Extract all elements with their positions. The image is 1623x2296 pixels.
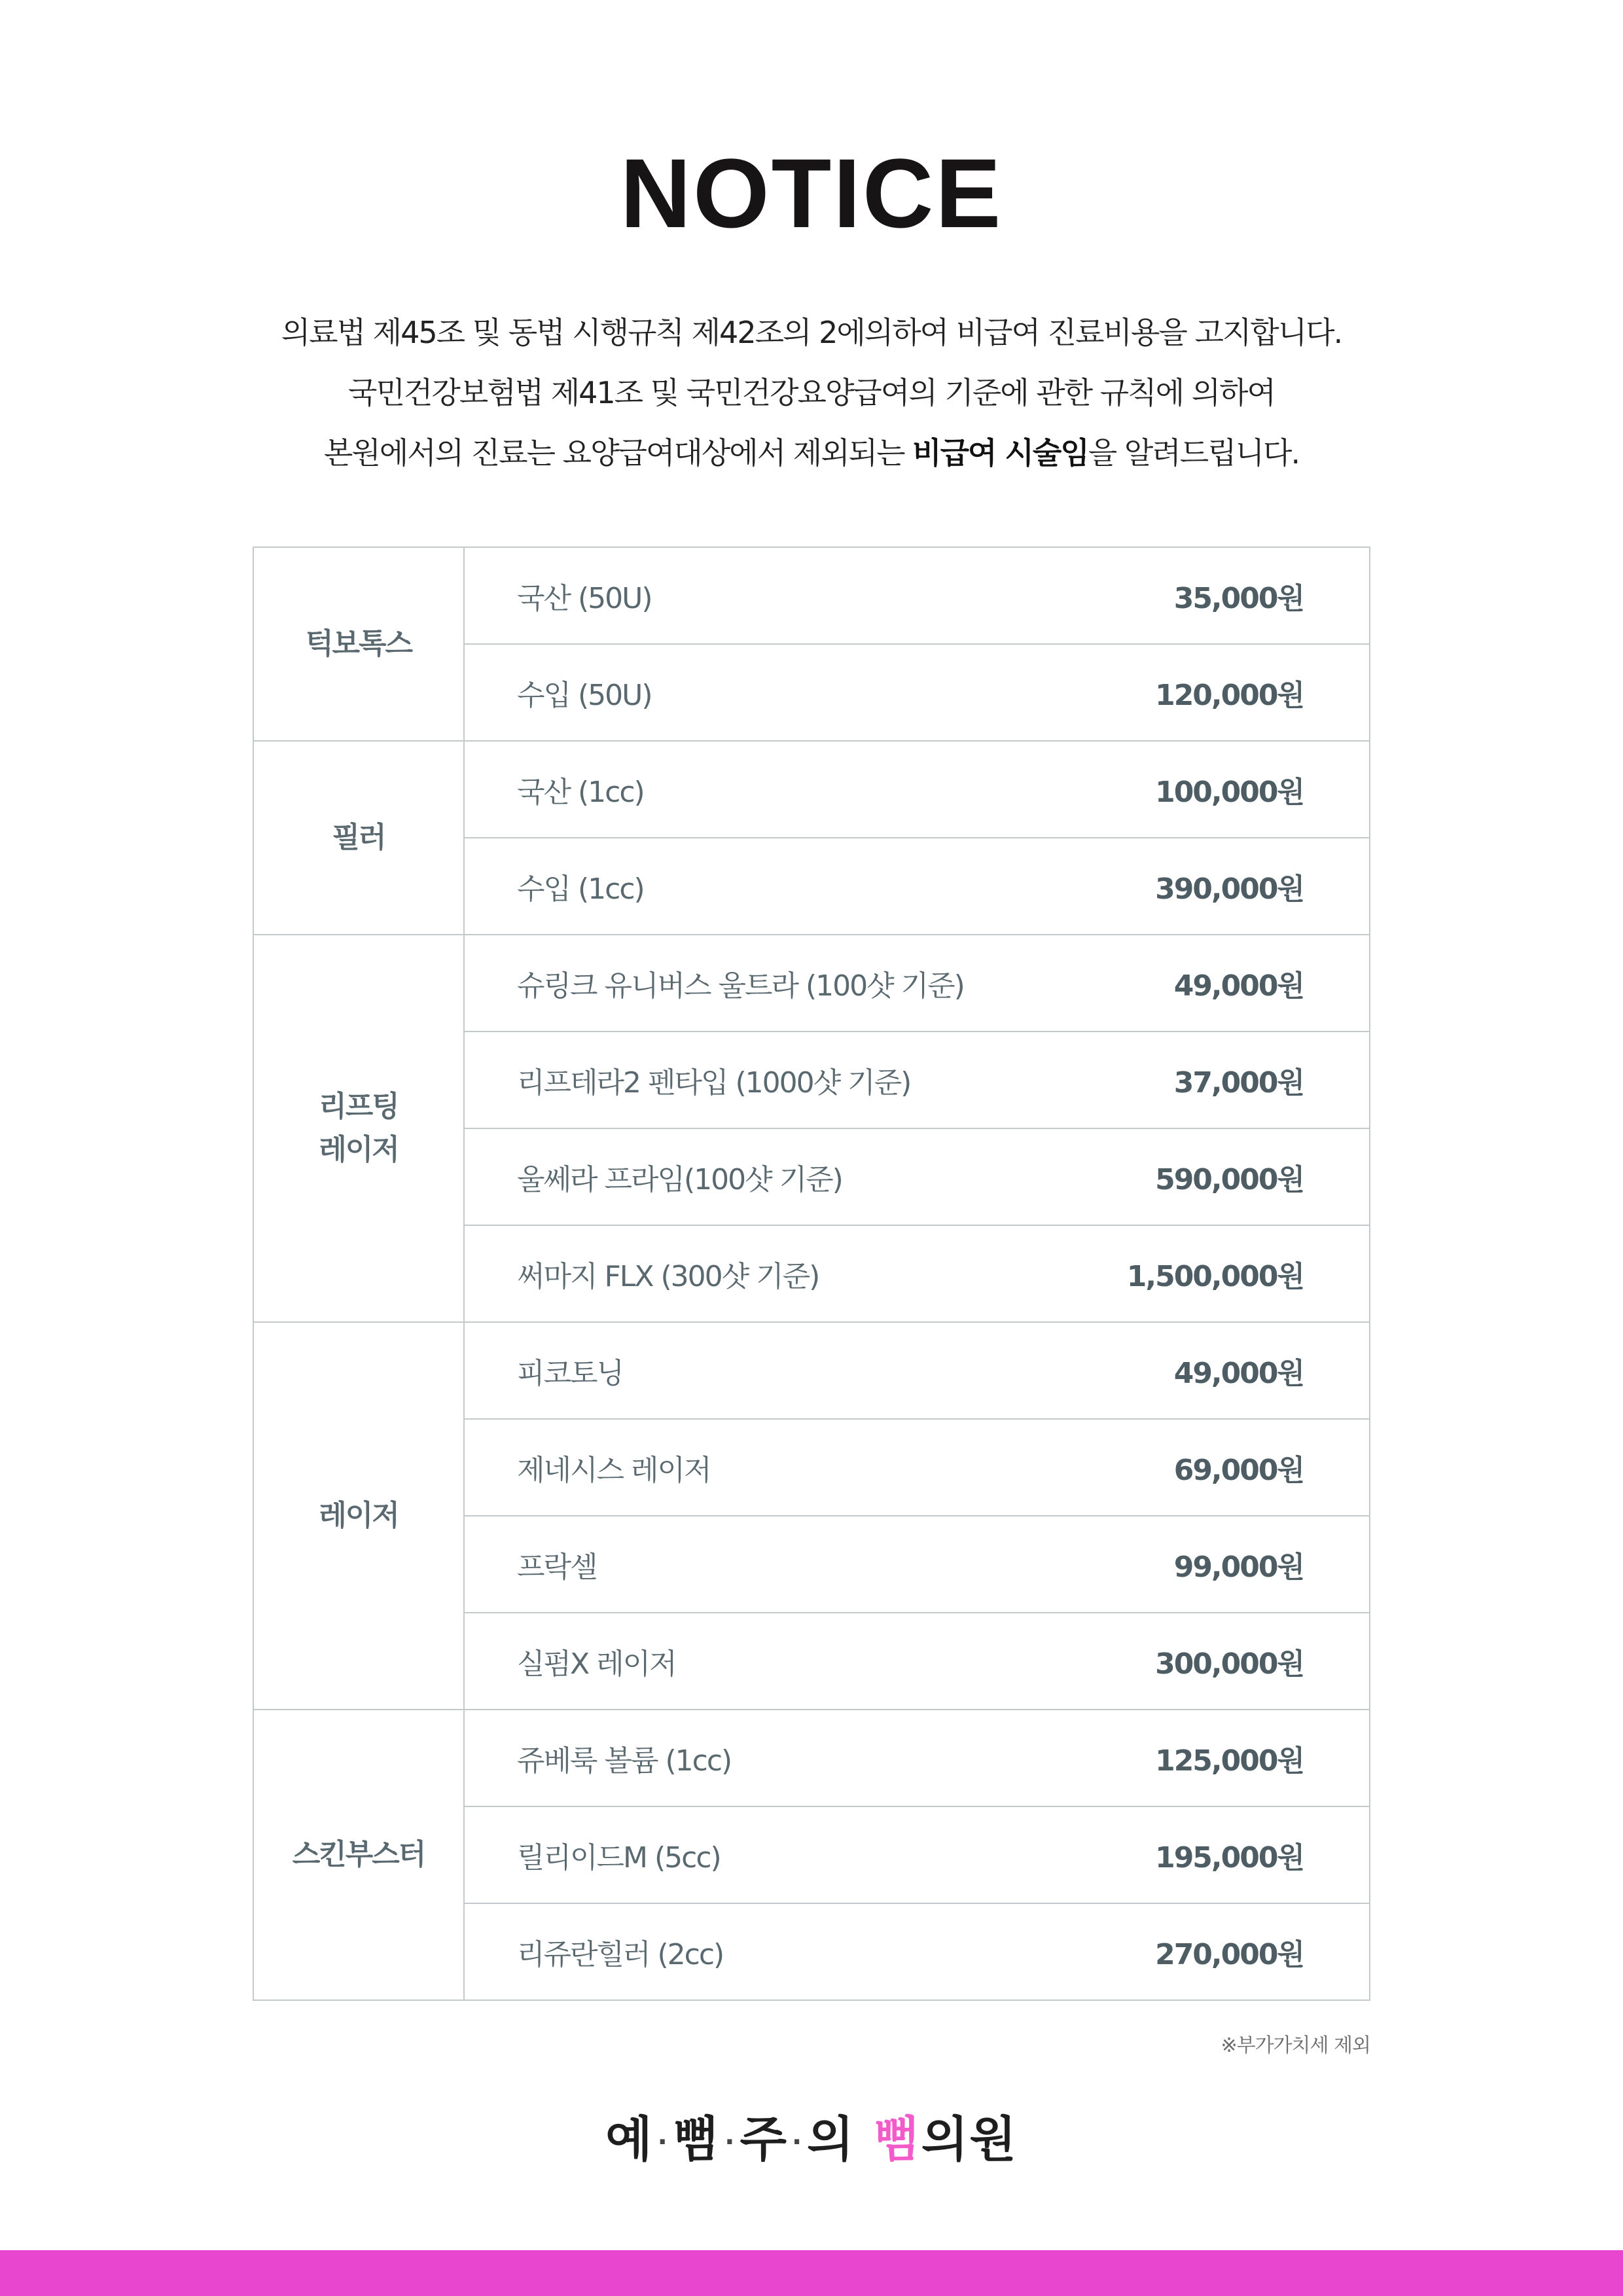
intro-line-2: 국민건강보험법 제41조 및 국민건강요양급여의 기준에 관한 규칙에 의하여: [348, 375, 1275, 410]
item-name: 울쎄라 프라임(100샷 기준): [517, 1163, 842, 1196]
item-name: 슈링크 유니버스 울트라 (100샷 기준): [517, 969, 964, 1003]
table-row: [253, 1322, 1370, 1419]
logo-part-4: 의: [807, 2111, 855, 2168]
item-cell: [464, 1225, 1370, 1322]
item-name: 국산 (1cc): [517, 776, 644, 809]
item-cell: [464, 1710, 1370, 1806]
notice-title: NOTICE: [620, 138, 1003, 248]
item-name: 릴리이드M (5cc): [517, 1841, 721, 1874]
intro-line-3-text: 본원에서의 진료는 요양급여대상에서 제외되는: [323, 435, 913, 471]
item-price: 1,500,000원: [1126, 1260, 1304, 1293]
category-cell: [253, 547, 464, 741]
price-table: [253, 547, 1370, 2001]
item-price: 35,000원: [1173, 582, 1304, 615]
category-label: 레이저: [319, 1133, 399, 1166]
category-label: 필러: [332, 821, 385, 854]
clinic-logo: [0, 2101, 1623, 2170]
item-name: 피코토닝: [517, 1357, 624, 1390]
table-row: [253, 1710, 1370, 1806]
intro-line-1: 의료법 제45조 및 동법 시행규칙 제42조의 2에의하여 비급여 진료비용을 고지합니다.: [281, 315, 1342, 350]
item-cell: [464, 935, 1370, 1031]
item-name: 수입 (1cc): [517, 872, 644, 906]
item-cell: [464, 1419, 1370, 1516]
item-cell: [464, 1516, 1370, 1613]
item-cell: [464, 741, 1370, 838]
notice-intro: [0, 302, 1623, 483]
item-price: 195,000원: [1155, 1841, 1304, 1874]
item-price: 49,000원: [1173, 969, 1304, 1003]
item-cell: [464, 1903, 1370, 2000]
category-cell: [253, 1322, 464, 1710]
category-label: 스킨부스터: [292, 1838, 425, 1871]
item-price: 270,000원: [1155, 1938, 1304, 1971]
logo-part-3: 주: [740, 2111, 788, 2168]
table-row: [253, 547, 1370, 644]
logo-dot-1: ·: [657, 2127, 669, 2158]
item-name: 수입 (50U): [517, 679, 652, 712]
category-label: 리프팅: [319, 1090, 399, 1123]
item-cell: [464, 1806, 1370, 1903]
item-price: 69,000원: [1173, 1454, 1304, 1487]
logo-dot-2: ·: [724, 2127, 736, 2158]
item-cell: [464, 547, 1370, 644]
item-name: 제네시스 레이저: [517, 1454, 711, 1487]
item-cell: [464, 1128, 1370, 1225]
intro-highlight: 비급여 시술임: [912, 435, 1088, 471]
item-name: 실펌X 레이저: [517, 1647, 676, 1681]
item-price: 300,000원: [1155, 1647, 1304, 1681]
table-row: [253, 741, 1370, 838]
item-name: 리프테라2 펜타입 (1000샷 기준): [517, 1066, 911, 1100]
logo-dot-3: ·: [791, 2127, 804, 2158]
table-row: [253, 935, 1370, 1031]
category-label: 레이저: [319, 1499, 399, 1532]
bottom-color-bar: [0, 2250, 1623, 2296]
item-name: 써마지 FLX (300샷 기준): [517, 1260, 819, 1293]
logo-part-2: 뻠: [672, 2111, 721, 2168]
vat-note: ※부가가치세 제외: [1221, 2034, 1370, 2057]
category-cell: [253, 1710, 464, 2000]
item-price: 390,000원: [1155, 872, 1304, 906]
item-price: 125,000원: [1155, 1744, 1304, 1778]
intro-line-3-end: 을 알려드립니다.: [1088, 435, 1300, 471]
item-price: 49,000원: [1173, 1357, 1304, 1390]
item-cell: [464, 1322, 1370, 1419]
item-price: 37,000원: [1173, 1066, 1304, 1100]
logo-part-5: 의원: [921, 2111, 1018, 2168]
logo-part-1: 예: [605, 2111, 654, 2168]
category-cell: [253, 935, 464, 1322]
category-label: 턱보톡스: [305, 627, 412, 660]
category-cell: [253, 741, 464, 935]
item-cell: [464, 644, 1370, 741]
intro-line-3: [0, 423, 1623, 483]
logo-accent: 뻠: [873, 2111, 921, 2168]
item-cell: [464, 1613, 1370, 1710]
item-cell: [464, 838, 1370, 935]
item-name: 국산 (50U): [517, 582, 652, 615]
item-cell: [464, 1031, 1370, 1128]
item-price: 99,000원: [1173, 1551, 1304, 1584]
item-price: 590,000원: [1155, 1163, 1304, 1196]
item-price: 120,000원: [1155, 679, 1304, 712]
item-name: 프락셀: [517, 1551, 597, 1584]
item-price: 100,000원: [1155, 776, 1304, 809]
item-name: 쥬베룩 볼륨 (1cc): [517, 1744, 732, 1778]
item-name: 리쥬란힐러 (2cc): [517, 1938, 724, 1971]
